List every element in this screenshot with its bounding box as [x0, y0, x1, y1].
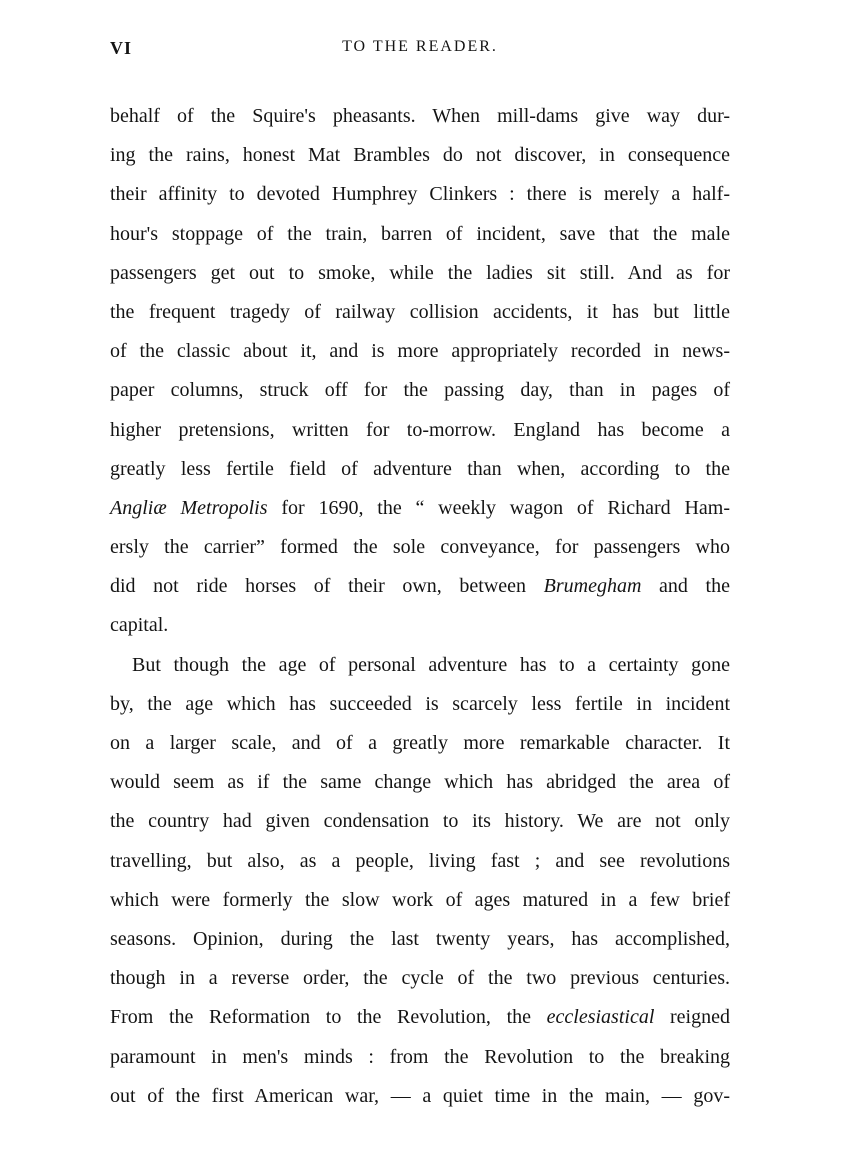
text-line: capital. — [110, 614, 169, 637]
text-line: paramount in men's minds : from the Revolution to the breaking — [110, 1045, 730, 1068]
text-line: paper columns, struck off for the passing day, than in pages of — [110, 379, 730, 402]
text-line: which were formerly the slow work of ages matured in a few brief — [110, 888, 730, 911]
text-line: ing the rains, honest Mat Brambles do not discover, in consequence — [110, 144, 730, 167]
text-line: passengers get out to smoke, while the ladies sit still. And as for — [110, 261, 730, 284]
text-line: hour's stoppage of the train, barren of incident, save that the male — [110, 222, 730, 245]
page-header — [110, 38, 730, 68]
text-line: of the classic about it, and is more appropriately recorded in news- — [110, 340, 730, 363]
text-line: would seem as if the same change which has abridged the area of — [110, 771, 730, 794]
text-line: out of the first American war, — a quiet time in the main, — gov- — [110, 1084, 730, 1107]
text-line: ersly the carrier” formed the sole conveyance, for passengers who — [110, 536, 730, 559]
text-line: travelling, but also, as a people, living fast ; and see revolutions — [110, 849, 730, 872]
text-line: From the Reformation to the Revolution, the ecclesiastical reigned — [110, 1006, 730, 1029]
text-line: though in a reverse order, the cycle of the two previous centuries. — [110, 967, 730, 990]
italic-place-name: Brumegham — [543, 575, 642, 598]
text-line: the country had given condensation to its history. We are not only — [110, 810, 730, 833]
text-line: But though the age of personal adventure has to a certainty gone — [132, 653, 730, 676]
text-line: did not ride horses of their own, between Brumegham and the — [110, 575, 730, 598]
text-line: higher pretensions, written for to-morrow. England has become a — [110, 418, 730, 441]
text-line: behalf of the Squire's pheasants. When mill-dams give way dur- — [110, 105, 730, 127]
text-line: Angliæ Metropolis for 1690, the “ weekly wagon of Richard Ham- — [110, 496, 730, 519]
text-line: seasons. Opinion, during the last twenty years, has accomplished, — [110, 927, 730, 950]
page-number: VI — [110, 38, 133, 58]
text-line: their affinity to devoted Humphrey Clinkers : there is merely a half- — [110, 183, 730, 206]
italic-word: ecclesiastical — [546, 1006, 655, 1029]
text-line: on a larger scale, and of a greatly more remarkable character. It — [110, 732, 730, 754]
body-text — [110, 97, 730, 1116]
italic-title: Angliæ Metropolis — [110, 496, 268, 519]
text-line: by, the age which has succeeded is scarcely less fertile in incident — [110, 692, 730, 715]
running-head: TO THE READER. — [342, 38, 498, 55]
text-line: the frequent tragedy of railway collision accidents, it has but little — [110, 300, 730, 323]
text-line: greatly less fertile field of adventure than when, according to the — [110, 457, 730, 480]
